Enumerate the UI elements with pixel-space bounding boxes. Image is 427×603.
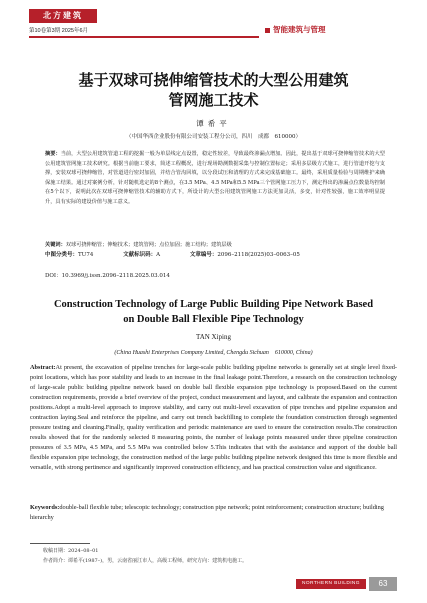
- doi: DOI：10.3969/j.issn.2096–2118.2025.03.014: [45, 273, 170, 279]
- page-header: [29, 9, 399, 53]
- article-number: 文章编号：2096–2118(2025)03–0063–05: [189, 252, 300, 258]
- title-cn-line-2: 管网施工技术: [168, 91, 259, 109]
- title-en: [30, 297, 397, 327]
- abstract-cn-label: 摘要：: [45, 151, 61, 157]
- title-cn: [40, 70, 387, 110]
- keywords-en: [30, 503, 397, 523]
- document-code: 文献标识码：A: [123, 252, 161, 258]
- abstract-en: [30, 363, 397, 473]
- author-cn: 谭希平: [196, 119, 231, 128]
- keywords-en-label: Keywords:: [30, 504, 60, 511]
- title-cn-line-1: 基于双球可挠伸缩管技术的大型公用建筑: [78, 71, 349, 89]
- abstract-en-text: At present, the excavation of pipeline trenches for large-scale public building pipeline networks is generally set at single level fixed-point locations, which has poor stability and leads to an increase in the final leakage point.Therefore, a research on the construction technology of large-scale public building pipeline network based on double ball flexible expansion pipe technology is proposed.Based on the current construction requirements, provide a brief overview of the project, conduct measurement and layout, and calibrate the expansion and contraction positions.Adopt a multi-level approach to improve stability, and carry out multi-level excavation of pipe trenches and pipeline expansion and contraction laying.Seal and reinforce the pipeline, and carry out trench backfilling to complete the foundation construction through segmented pressure testing and cleaning.Finally, quality verification and periodic maintenance are used to ensure the construction results.The construction results showed that for the randomly selected 8 measuring points, the number of leakage points measured under three pipeline construction pressures of 3.5 MPa, 4.5 MPa, and 5.5 MPa was controlled below 5.This indicates that with the assistance and support of the double ball flexible expansion pipe technology, the construction method of the large public building pipeline network designed this time is more flexible and versatile, with strong pertinence and significantly improved construction efficiency, and has practical construction value and significance.: [30, 364, 397, 471]
- abstract-cn: [45, 150, 385, 208]
- author-en: TAN Xiping: [195, 333, 232, 341]
- header-rule: [29, 36, 259, 38]
- abstract-en-label: Abstract:: [30, 364, 56, 371]
- author-bio: 作者简介：谭希平(1987–)，男，云南省丽江市人，高级工程师，研究方向：建筑机电施工。: [43, 558, 248, 564]
- page-number: 63: [369, 577, 397, 591]
- title-en-line-1: Construction Technology of Large Public Building Pipe Network Based: [53, 299, 374, 310]
- keywords-cn: [45, 241, 385, 250]
- keywords-cn-text: 双球可挠伸缩管；伸缩技术；建筑管网；点位加固；施工结构；建筑层级: [65, 242, 232, 248]
- affiliation-en: (China Huashi Enterprises Company Limited, Chengdu Sichuan 610000, China): [114, 350, 313, 356]
- issue-info: 第10卷第3期 2025年6月: [29, 28, 88, 34]
- keywords-en-text: double-ball flexible tube; telescopic technology; construction pipe network; point reinforcement; construction structure; building hierarchy: [30, 504, 384, 521]
- clc-code: 中图分类号：TU74: [45, 252, 94, 258]
- abstract-cn-text: 当前，大型公用建筑管道工程的挖掘一般为单层线定点设置，稳定性较差，导致最终渗漏点增加。因此，提出基于双球可挠伸缩管技术的大型公用建筑管网施工技术研究。根据当前施工要求，简述工程概况，进行现场勘测数据采集与控制位置标定；采用多层级方式施工，进行管道开挖与支撑，安装双球可挠伸缩管，对管道进行密封加固，并结合管沟回填，以分段试压和清理的方式来完成基础施工。最终，采用质量检验与周期维护来确保施工结果。通过对案例分析，针对随机选定的8个测点，在3.5 MPa、4.5 MPa和5.5 MPa三个管网施工压力下，测定得出的渗漏点位数量均控制在5个以下，说明此次在双球可挠伸缩管技术的辅助方式下，所设计的大型公用建筑管网施工方法更加灵活，多变，针对性较强，施工效率明显提升，具有实际的建设价值与施工意义。: [45, 151, 385, 205]
- title-en-line-2: on Double Ball Flexible Pipe Technology: [123, 314, 304, 325]
- affiliation-cn: （中国华西企业股份有限公司安装工程分公司，四川 成都 610000）: [126, 134, 301, 140]
- journal-badge: 北方建筑: [29, 9, 97, 23]
- classification-info: [45, 251, 385, 261]
- footnote-rule: [30, 543, 90, 544]
- footer-journal-name: NORTHERN BUILDING: [296, 579, 366, 589]
- keywords-cn-label: 关键词：: [45, 242, 66, 248]
- section-name: 智能建筑与管理: [273, 25, 326, 34]
- section-square-icon: [265, 28, 270, 33]
- received-date: 收稿日期：2024–08–01: [43, 548, 99, 554]
